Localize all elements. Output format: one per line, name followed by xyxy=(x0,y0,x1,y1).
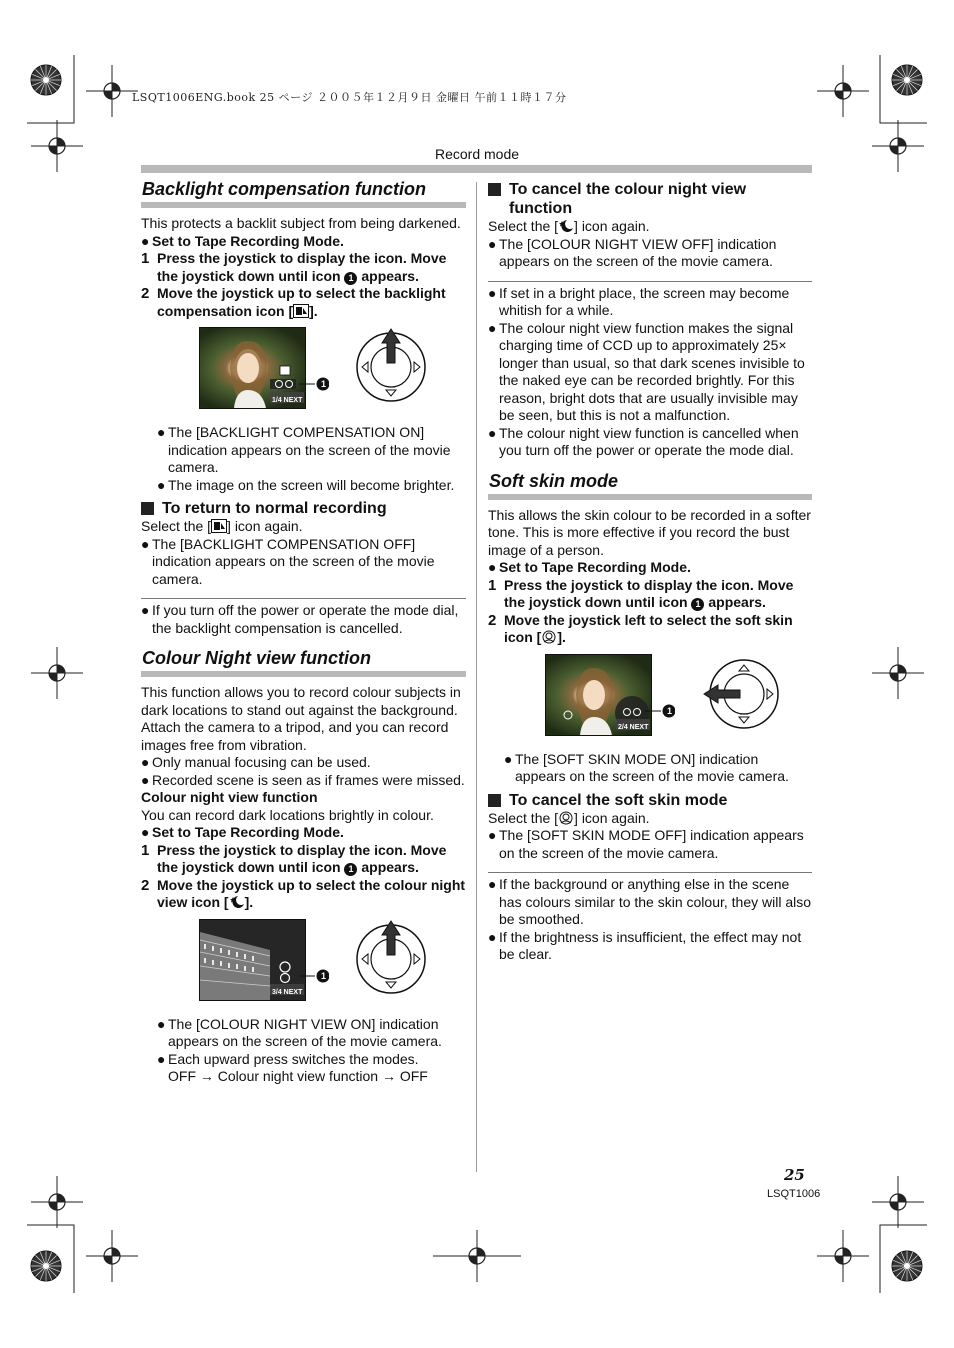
return-normal-note: ● The [BACKLIGHT COMPENSATION OFF] indication appears on the screen of the movie camera. xyxy=(141,535,435,587)
cancel-soft-skin-heading: To cancel the soft skin mode xyxy=(488,791,812,810)
step-number: 2 xyxy=(488,611,497,629)
night-tip-1: ● If set in a bright place, the screen may become whitish for a while. xyxy=(488,284,790,318)
joystick-left-icon xyxy=(702,654,782,734)
backlight-figure xyxy=(141,327,466,419)
soft-skin-note-1: ● The [SOFT SKIN MODE ON] indication appears on the screen of the movie camera. xyxy=(504,750,789,784)
backlight-set-mode: ● Set to Tape Recording Mode. xyxy=(141,232,344,249)
bullet: ● xyxy=(141,535,150,552)
screen-counter: 2/4 NEXT xyxy=(618,723,649,731)
backlight-step-2: 2 Move the joystick up to select the backlight compensation icon [ ]. xyxy=(141,285,446,319)
night-step-1: 1 Press the joystick to display the icon. Move the joystick down until icon 1 appears. xyxy=(141,841,447,875)
soft-skin-icon xyxy=(541,630,557,644)
callout-number: 1 xyxy=(321,970,327,981)
callout-number: 1 xyxy=(321,379,327,389)
night-sub-text: You can record dark locations brightly in colour. xyxy=(141,806,434,823)
left-column xyxy=(141,178,466,1086)
night-sub-title: Colour night view function xyxy=(141,789,318,805)
bullet: ● xyxy=(488,284,497,301)
step-number: 2 xyxy=(141,285,150,302)
header-bar xyxy=(141,165,812,173)
bullet: ● xyxy=(488,876,497,892)
camera-screen-image xyxy=(199,327,306,409)
cancel-night-rule xyxy=(488,281,812,282)
soft-skin-set-mode: ● Set to Tape Recording Mode. xyxy=(488,559,691,575)
return-normal-select: Select the [ ] icon again. xyxy=(141,518,303,534)
camera-screen-image xyxy=(199,919,306,1001)
night-bullet-2: ● Recorded scene is seen as if frames were missed. xyxy=(141,771,465,788)
backlight-note-1: ● The [BACKLIGHT COMPENSATION ON] indication appears on the screen of the movie camera. xyxy=(157,424,451,475)
bullet: ● xyxy=(141,771,150,788)
bullet: ● xyxy=(488,424,497,441)
step-number: 1 xyxy=(141,841,150,859)
bullet: ● xyxy=(141,602,150,618)
bullet: ● xyxy=(141,232,150,249)
right-column xyxy=(488,178,812,964)
backlight-icon xyxy=(293,304,309,318)
bullet: ● xyxy=(157,476,166,493)
soft-skin-tip-2: ● If the brightness is insufficient, the effect may not be clear. xyxy=(488,928,802,962)
night-note-1: ● The [COLOUR NIGHT VIEW ON] indication appears on the screen of the movie camera. xyxy=(157,1015,442,1049)
soft-skin-tip-1: ● If the background or anything else in the scene has colours similar to the skin colour, they will also be smoothed. xyxy=(488,876,812,927)
page-code: LSQT1006 xyxy=(767,1188,821,1200)
bullet: ● xyxy=(157,1015,166,1032)
section-header: Record mode xyxy=(434,146,520,162)
soft-skin-icon xyxy=(558,811,574,825)
circled-one-icon: 1 xyxy=(691,598,704,611)
soft-skin-step-2: 2 Move the joystick left to select the soft skin icon [ ]. xyxy=(488,611,793,645)
circled-one-icon: 1 xyxy=(344,863,357,876)
night-tip-3: ● The colour night view function is cancelled when you turn off the power or operate the mode dial. xyxy=(488,424,799,458)
bullet: ● xyxy=(488,235,497,252)
joystick-up-icon xyxy=(354,919,428,999)
cancel-soft-skin-select: Select the [ ] icon again. xyxy=(488,809,650,826)
night-figure xyxy=(141,919,466,1011)
soft-skin-step-1: 1 Press the joystick to display the icon. Move the joystick down until icon 1 appears. xyxy=(488,576,794,610)
backlight-title: Backlight compensation function xyxy=(142,179,427,199)
step-number: 1 xyxy=(488,576,497,594)
cancel-night-heading: To cancel the colour night view function xyxy=(488,180,812,218)
bullet: ● xyxy=(157,424,166,440)
night-note-2: ● Each upward press switches the modes. xyxy=(157,1050,419,1067)
bullet: ● xyxy=(141,824,150,840)
return-normal-heading: To return to normal recording xyxy=(141,499,466,518)
column-divider xyxy=(476,182,477,1172)
bullet: ● xyxy=(141,754,150,770)
soft-skin-title: Soft skin mode xyxy=(489,470,619,491)
cancel-night-select: Select the [ ] icon again. xyxy=(488,218,650,234)
soft-skin-intro: This allows the skin colour to be recorded in a softer tone. This is more effective if you record the bust image of a person. xyxy=(488,506,811,558)
soft-skin-title-bar xyxy=(488,494,812,500)
bullet: ● xyxy=(157,1050,166,1067)
backlight-title-bar xyxy=(141,202,466,208)
colour-night-icon xyxy=(558,219,574,233)
step-number: 1 xyxy=(141,250,150,267)
night-intro-1: This function allows you to record colour subjects in dark locations to stand out against the background. xyxy=(141,684,461,718)
soft-skin-rule xyxy=(488,872,812,873)
page-number: 25 xyxy=(784,1166,805,1184)
night-tip-2: ● The colour night view function makes the signal charging time of CCD up to approximately 25× longer than usual, so that dark scenes invisible to the naked eye can be recorded brightly. For this reason, bright dots that are usually invisible may be seen, but this is not a malfunction. xyxy=(488,319,805,423)
backlight-note-2: ● The image on the screen will become brighter. xyxy=(157,476,455,493)
night-title-bar xyxy=(141,671,466,677)
heading-square-icon xyxy=(141,502,154,515)
screen-counter: 1/4 NEXT xyxy=(272,397,303,404)
print-meta-line: LSQT1006ENG.book 25 ページ ２００５年１２月９日 金曜日 午前１１時１７分 xyxy=(132,91,567,104)
cancel-soft-skin-note: ● The [SOFT SKIN MODE OFF] indication appears on the screen of the movie camera. xyxy=(488,827,804,861)
night-set-mode: ● Set to Tape Recording Mode. xyxy=(141,824,344,840)
bullet: ● xyxy=(488,559,497,575)
backlight-icon xyxy=(211,519,227,533)
bullet: ● xyxy=(488,319,497,336)
heading-square-icon xyxy=(488,794,501,807)
callout-number: 1 xyxy=(667,705,673,716)
screen-counter: 3/4 NEXT xyxy=(272,988,303,996)
colour-night-icon xyxy=(229,895,245,909)
backlight-tip: ● If you turn off the power or operate the mode dial, the backlight compensation is cancelled. xyxy=(141,602,459,636)
backlight-step-1: 1 Press the joystick to display the icon. Move the joystick down until icon 1 appears. xyxy=(141,250,447,284)
night-intro-2: Attach the camera to a tripod, and you can record images free from vibration. xyxy=(141,719,449,753)
bullet: ● xyxy=(488,928,497,945)
heading-square-icon xyxy=(488,183,501,196)
circled-one-icon: 1 xyxy=(344,272,357,285)
backlight-rule xyxy=(141,598,466,599)
camera-screen-image xyxy=(545,654,652,736)
bullet: ● xyxy=(488,827,497,843)
step-number: 2 xyxy=(141,876,150,894)
backlight-intro: This protects a backlit subject from being darkened. xyxy=(141,215,461,231)
bullet: ● xyxy=(504,750,513,767)
night-title: Colour Night view function xyxy=(142,648,371,668)
cancel-night-note: ● The [COLOUR NIGHT VIEW OFF] indication appears on the screen of the movie camera. xyxy=(488,235,777,269)
night-note-3: OFF → Colour night view function → OFF xyxy=(168,1068,428,1084)
soft-skin-figure xyxy=(488,654,812,746)
night-step-2: 2 Move the joystick up to select the colour night view icon [ ]. xyxy=(141,876,466,910)
night-bullet-1: ● Only manual focusing can be used. xyxy=(141,754,371,770)
joystick-up-icon xyxy=(354,327,428,407)
